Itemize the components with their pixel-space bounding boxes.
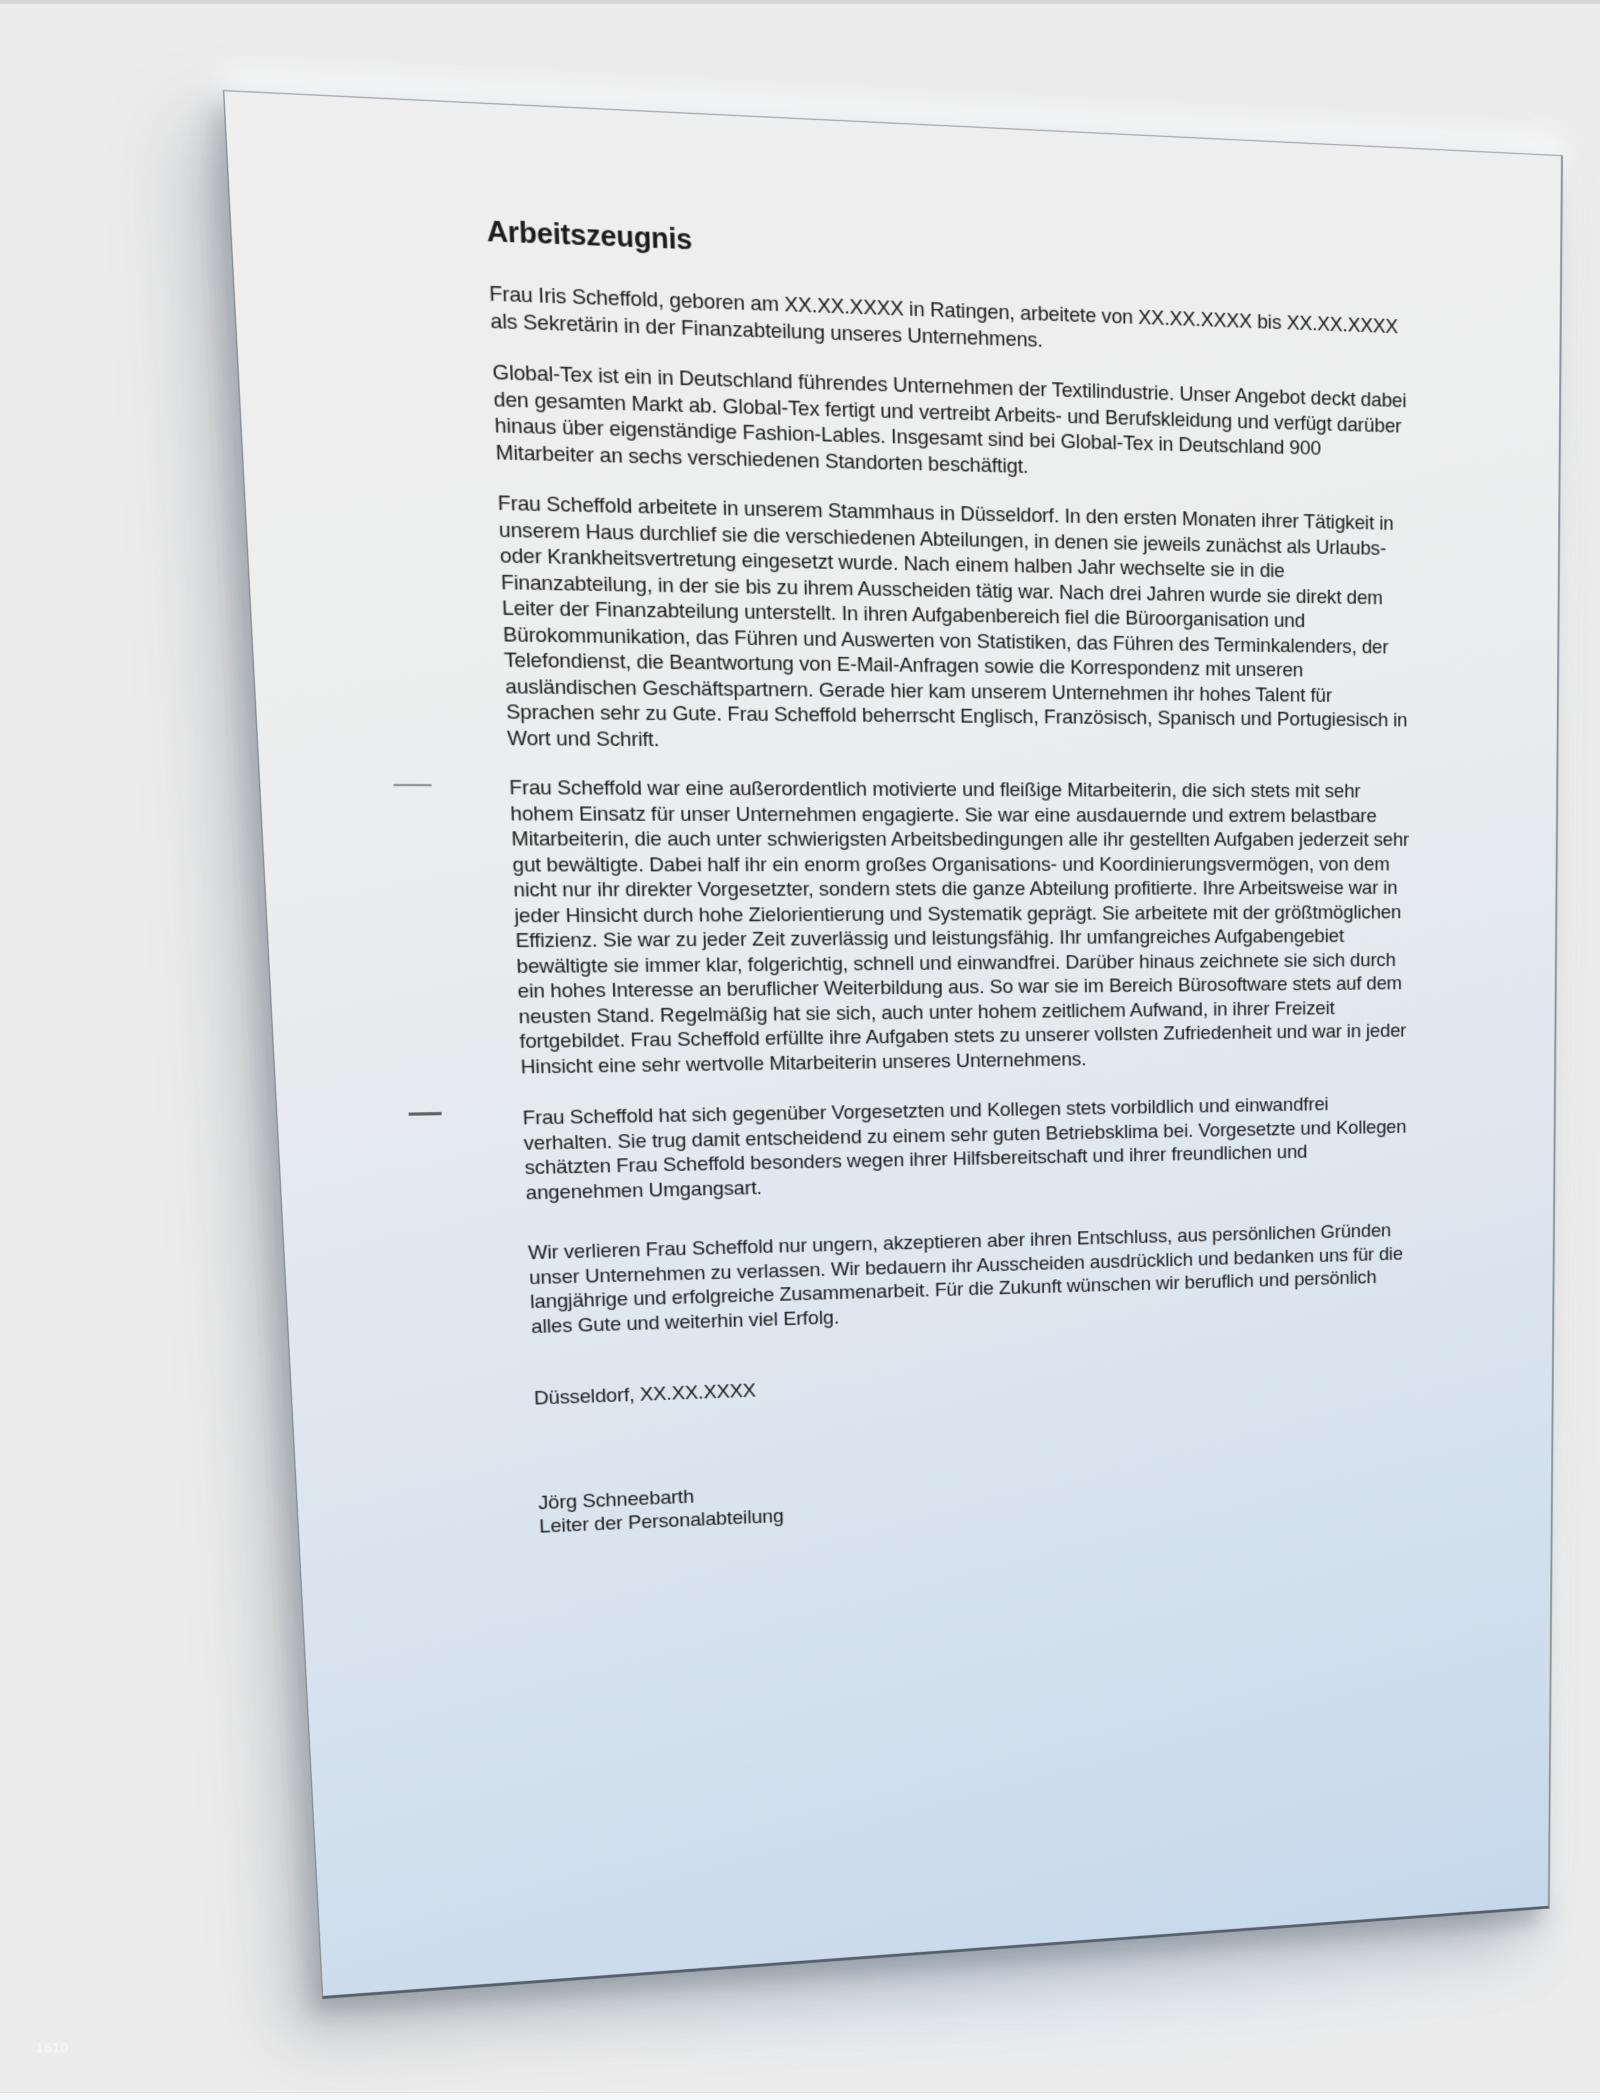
letter-page (223, 90, 1563, 1999)
signature-block: Jörg Schneebarth Leiter der Personalabteilung (537, 1485, 785, 1538)
backdrop-top-edge (0, 0, 1600, 4)
letter-title: Arbeitszeugnis (486, 213, 693, 257)
backdrop-bottom-edge (0, 2092, 1600, 2100)
letter-content (224, 91, 1561, 1996)
paragraph-intro: Frau Iris Scheffold, geboren am XX.XX.XXXX in Ratingen, arbeitete von XX.XX.XXXX bis XX.XX.XXXX als Sekretärin in der Finanzabteilung unseres Unternehmens. (488, 282, 1398, 352)
paragraph-conduct: Frau Scheffold hat sich gegenüber Vorgesetzten und Kollegen stets vorbildlich und einwandfrei verhalten. Sie trug damit entscheidend zu einem sehr guten Betriebsklima bei. Vorgesetzte und Kollegen schätzten Frau Scheffold besonders wegen ihrer Hilfsbereitschaft und ihrer freundlichen und angenehmen Umgangsart. (522, 1094, 1407, 1205)
faint-watermark: 1610 (36, 2040, 69, 2055)
paragraph-performance: Frau Scheffold war eine außerordentlich motivierte und fleißige Mitarbeiterin, die sich stets mit sehr hohem Einsatz für unser Unternehmen engagierte. Sie war eine ausdauernde und extrem belastbare Mitarbeiterin, die auch unter schwierigsten Arbeitsbedingungen alle ihr gestellten Aufgaben jederzeit sehr gut bewältigte. Dabei half ihr ein enorm großes Organisations- und Koordinierungsvermögen, von dem nicht nur ihr direkter Vorgesetzter, sondern stets die ganze Abteilung profitierte. Ihre Arbeitsweise war in jeder Hinsicht durch hohe Zielorientierung und Systematik geprägt. Sie arbeitete mit der größtmöglichen Effizienz. Sie war zu jeder Zeit zuverlässig und leistungsfähig. Ihr umfangreiches Aufgabengebiet bewältigte sie immer klar, folgerichtig, schnell und einwandfrei. Darüber hinaus zeichnete sie sich durch ein hohes Interesse an beruflicher Weiterbildung aus. So war sie im Bereich Bürosoftware stets auf dem neusten Stand. Regelmäßig hat sie sich, auch unter hohem zeitlichem Aufwand, in ihrer Freizeit fortgebildet. Frau Scheffold erfüllte ihre Aufgaben stets zu unserer vollsten Zufriedenheit und war in jeder Hinsicht eine sehr wertvolle Mitarbeiterin unseres Unternehmens. (508, 776, 1410, 1079)
paragraph-company: Global-Tex ist ein in Deutschland führendes Unternehmen der Textilindustrie. Unser Angebot deckt dabei den gesamten Markt ab. Global-Tex fertigt und vertreibt Arbeits- und Berufskleidung und verfügt darüber hinaus über eigenständige Fashion-Lables. Insgesamt sind bei Global-Tex in Deutschland 900 Mitarbeiter an sechs verschiedenen Standorten beschäftigt. (492, 361, 1407, 478)
dateline: Düsseldorf, XX.XX.XXXX (533, 1380, 757, 1410)
paragraph-farewell: Wir verlieren Frau Scheffold nur ungern, akzeptieren aber ihren Entschluss, aus persönlichen Gründen unser Unternehmen zu verlassen. Wir bedauern ihr Ausscheiden ausdrücklich und bedanken uns für die langjährige und erfolgreiche Zusammenarbeit. Für die Zukunft wünschen wir beruflich und persönlich alles Gute und weiterhin viel Erfolg. (527, 1220, 1403, 1338)
paragraph-duties: Frau Scheffold arbeitete in unserem Stammhaus in Düsseldorf. In den ersten Monaten ihrer Tätigkeit in unserem Haus durchlief sie die verschiedenen Abteilungen, in denen sie jeweils zunächst als Urlaubs- oder Krankheitsvertretung eingesetzt wurde. Nach einem halben Jahr wechselte sie in die Finanzabteilung, in der sie bis zu ihrem Ausscheiden tätig war. Nach drei Jahren wurde sie direkt dem Leiter der Finanzabteilung unterstellt. In ihren Aufgabenbereich fiel die Büroorganisation und Bürokommunikation, das Führen und Auswerten von Statistiken, das Führen des Terminkalenders, der Telefondienst, die Beantwortung von E-Mail-Anfragen sowie die Korrespondenz mit unseren ausländischen Geschäftspartnern. Gerade hier kam unserem Unternehmen ihr hohes Talent für Sprachen sehr zu Gute. Frau Scheffold beherrscht Englisch, Französisch, Spanisch und Portugiesisch in Wort und Schrift. (497, 492, 1408, 751)
